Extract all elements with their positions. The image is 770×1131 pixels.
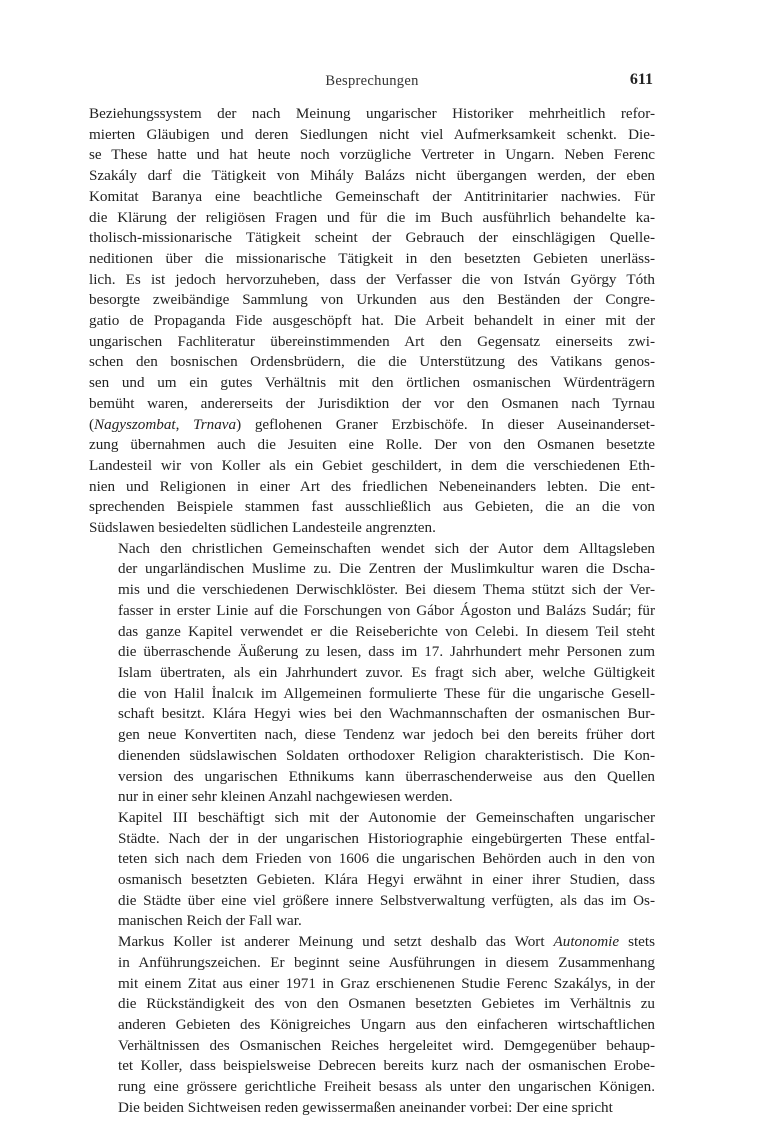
text-line: Städte. Nach der in der ungarischen Historiographie eingebürgerten These entfal- [118,829,655,847]
page-number: 611 [629,71,653,88]
text-line: dienenden südslawischen Soldaten orthodoxer Religion charakteristisch. Die Kon- [118,746,655,764]
text-line: Landesteil wir von Koller als ein Gebiet geschildert, in dem die verschiedenen Eth- [89,456,655,474]
text-line: die Städte über eine viel größere innere Selbstverwaltung verfügten, als das im Os- [118,891,655,909]
text-line: die Klärung der religiösen Fragen und für die im Buch ausführlich behandelte ka- [89,208,655,226]
text-line: Komitat Baranya eine beachtliche Gemeinschaft der Antitrinitarier nachwies. Für [89,187,655,205]
page [89,64,655,1118]
text-line: die überraschende Äußerung zu lesen, dass im 17. Jahrhundert mehr Personen zum [118,643,655,661]
text-line: schaft besitzt. Klára Hegyi wies bei den Wachmannschaften der osmanischen Bur- [118,705,655,723]
text-line: Nach den christlichen Gemeinschaften wendet sich der Autor dem Alltagsleben [118,539,655,557]
paragraph [89,808,655,932]
text-line: nur in einer sehr kleinen Anzahl nachgewiesen werden. [118,788,453,806]
text-line: neditionen über die missionarische Tätigkeit in den besetzten Gebieten unerläss- [89,249,655,267]
text-line: Szakály darf die Tätigkeit von Mihály Balázs nicht übergangen werden, der eben [89,167,655,185]
text-line: sprechenden Beispiele stammen fast ausschließlich aus Gebieten, die an die von [89,498,655,516]
text-line: mierten Gläubigen und deren Siedlungen nicht viel Aufmerksamkeit schenkt. Die- [89,125,655,143]
text-line: in Anführungszeichen. Er beginnt seine Ausführungen in diesem Zusammenhang [118,953,655,971]
text-line: se These hatte und hat heute noch vorzügliche Vertreter in Ungarn. Neben Ferenc [89,146,655,164]
italic-place-name: Nagyszombat [94,415,176,433]
text-line: tholisch-missionarische Tätigkeit scheint der Gebrauch der einschlägigen Quelle- [89,229,655,247]
page-header [89,64,655,94]
text-line: version des ungarischen Ethnikums kann überraschenderweise aus den Quellen [118,767,655,785]
text-line: Markus Koller ist anderer Meinung und setzt deshalb das Wort Autonomie stets [118,933,655,951]
text-line: (Nagyszombat, Trnava) geflohenen Graner Erzbischöfe. In dieser Auseinanderset- [89,415,656,433]
text-line: ungarischen Fachliteratur übereinstimmenden Art den Gegensatz einerseits zwi- [89,332,655,350]
text-line: Kapitel III beschäftigt sich mit der Autonomie der Gemeinschaften ungarischer [118,808,655,826]
text-line: Islam übertraten, als ein Jahrhundert zuvor. Es fragt sich aber, welche Gültigkeit [118,663,655,681]
text-line: Verhältnissen des Osmanischen Reiches hergeleitet wird. Demgegenüber behaup- [118,1036,655,1054]
text-line: das ganze Kapitel verwendet er die Reiseberichte von Celebi. In diesem Teil steht [118,622,655,640]
text-line: gen neue Konvertiten nach, diese Tendenz war jedoch bei den bereits früher dort [118,726,655,744]
text-line: fasser in erster Linie auf die Forschungen von Gábor Ágoston und Balázs Sudár; für [118,601,655,619]
text-line: zung übernahmen auch die Jesuiten eine Rolle. Der von den Osmanen besetzte [89,436,655,454]
text-line: teten sich nach dem Frieden von 1606 die ungarischen Behörden auch in den von [118,850,655,868]
text-line: besorgte zweibändige Sammlung von Urkunden aus den Beständen der Congre- [89,291,655,309]
text-line: schen den bosnischen Ordensbrüdern, die die Unterstützung des Vatikans genos- [89,353,655,371]
paragraph [89,932,655,1118]
text-line: anderen Gebieten des Königreiches Ungarn aus den einfacheren wirtschaftlichen [118,1015,655,1033]
text-line: gatio de Propaganda Fide ausgeschöpft hat. Die Arbeit behandelt in einer mit der [89,312,655,330]
italic-place-name: Trnava [193,415,237,433]
text-line: Südslawen besiedelten südlichen Landesteile angrenzten. [89,519,436,537]
text-line: manischen Reich der Fall war. [118,912,302,930]
running-head: Besprechungen [325,73,419,89]
body-text [89,104,655,1118]
text-line: sen und um ein gutes Verhältnis mit den örtlichen osmanischen Würdenträgern [89,374,655,392]
text-line: nien und Religionen in einer Art des friedlichen Nebeneinanders lebten. Die ent- [89,477,655,495]
paragraph [89,104,655,539]
text-line: die Rückständigkeit des von den Osmanen besetzten Gebietes im Verhältnis zu [118,995,655,1013]
text-line: bemüht waren, andererseits der Jurisdiktion der vor den Osmanen nach Tyrnau [89,394,655,412]
text-line: lich. Es ist jedoch hervorzuheben, dass der Verfasser die von István György Tóth [89,270,655,288]
paragraph [89,539,655,808]
text-line: mis und die verschiedenen Derwischklöster. Bei diesem Thema stützt sich der Ver- [118,581,655,599]
text-line: die von Halil İnalcık im Allgemeinen formulierte These für die ungarische Gesell- [118,684,655,702]
text-line: der ungarländischen Muslime zu. Die Zentren der Muslimkultur waren die Dscha- [118,560,655,578]
text-line: mit einem Zitat aus einer 1971 in Graz erschienenen Studie Ferenc Szakálys, in der [118,974,655,992]
text-line: rung eine grössere gerichtliche Freiheit besass als unter den ungarischen Königen. [118,1078,655,1096]
text-line: tet Koller, dass beispielsweise Debrecen bereits kurz nach der osmanischen Erobe- [118,1057,655,1075]
italic-term: Autonomie [553,933,620,951]
text-line: osmanisch besetzten Gebieten. Klára Hegyi erwähnt in einer ihrer Studien, dass [118,871,655,889]
text-line: Beziehungssystem der nach Meinung ungarischer Historiker mehrheitlich refor- [89,105,655,122]
text-line: Die beiden Sichtweisen reden gewissermaßen aneinander vorbei: Der eine spricht [118,1098,613,1116]
